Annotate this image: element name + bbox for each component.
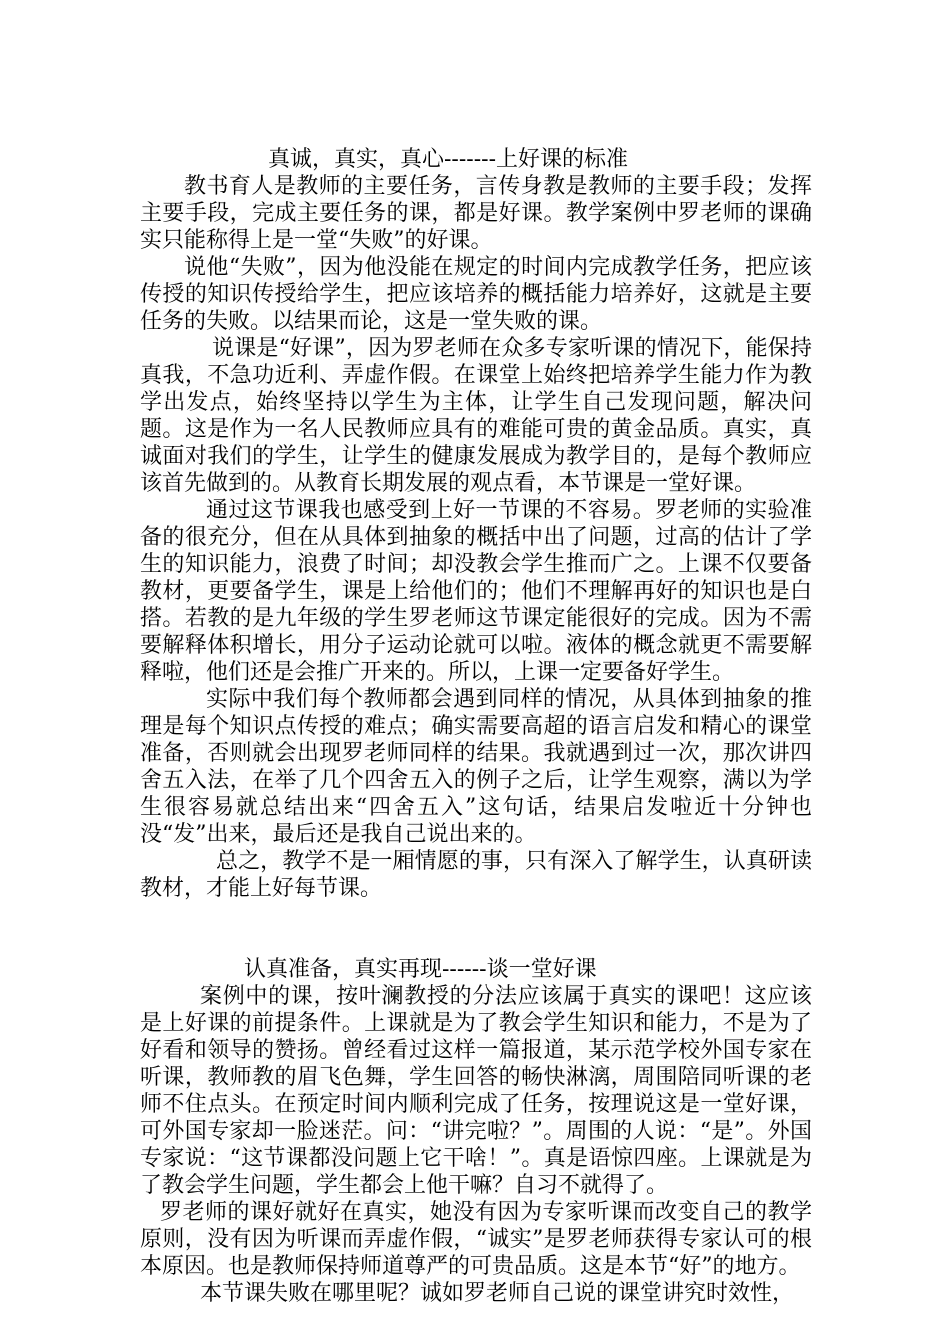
article-2-paragraph-1: 案例中的课，按叶澜教授的分法应该属于真实的课吧！这应该是上好课的前提条件。上课就是为了教会学生知识和能力，不是为了好看和领导的赞扬。曾经看过这样一篇报道，某示范学校外国专家在听课，教师教的眉飞色舞，学生回答的畅快淋漓，周围陪同听课的老师不住点头。在预定时间内顺利完成了任务，按理说这是一堂好课，可外国专家却一脸迷茫。问：“讲完啦？”。周围的人说：“是”。外国专家说：“这节课都没问题上它干啥！”。真是语惊四座。上课就是为了教会学生问题，学生都会上他干嘛？自习不就得了。 xyxy=(140,984,812,1198)
article-1-paragraph-1: 教书育人是教师的主要任务，言传身教是教师的主要手段；发挥主要手段，完成主要任务的课，都是好课。教学案例中罗老师的课确实只能称得上是一堂“失败”的好课。 xyxy=(140,174,812,253)
article-2-paragraph-2: 罗老师的课好就好在真实，她没有因为专家听课而改变自己的教学原则，没有因为听课而弄虚作假，“诚实”是罗老师获得专家认可的根本原因。也是教师保持师道尊严的可贵品质。这是本节“好”的地方。 xyxy=(140,1200,812,1279)
article-1-title: 真诚，真实，真心-------上好课的标准 xyxy=(268,147,629,172)
article-1-paragraph-3: 说课是“好课”，因为罗老师在众多专家听课的情况下，能保持真我，不急功近利、弄虚作假。在课堂上始终把培养学生能力作为教学出发点，始终坚持以学生为主体，让学生自己发现问题，解决问题。这是作为一名人民教师应具有的难能可贵的黄金品质。真实，真诚面对我们的学生，让学生的健康发展成为教学目的，是每个教师应该首先做到的。从教育长期发展的观点看，本节课是一堂好课。 xyxy=(140,336,812,496)
article-2-paragraph-3: 本节课失败在哪里呢？诚如罗老师自己说的课堂讲究时效性， xyxy=(200,1281,795,1306)
article-1-paragraph-4: 通过这节课我也感受到上好一节课的不容易。罗老师的实验准备的很充分，但在从具体到抽象的概括中出了问题，过高的估计了学生的知识能力，浪费了时间；却没教会学生推而广之。上课不仅要备教材，更要备学生，课是上给他们的；他们不理解再好的知识也是白搭。若教的是九年级的学生罗老师这节课定能很好的完成。因为不需要解释体积增长，用分子运动论就可以啦。液体的概念就更不需要解释啦，他们还是会推广开来的。所以，上课一定要备好学生。 xyxy=(140,498,812,685)
article-1-paragraph-5: 实际中我们每个教师都会遇到同样的情况，从具体到抽象的推理是每个知识点传授的难点；确实需要高超的语言启发和精心的课堂准备，否则就会出现罗老师同样的结果。我就遇到过一次，那次讲四舍五入法，在举了几个四舍五入的例子之后，让学生观察，满以为学生很容易就总结出来“四舍五入”这句话，结果启发啦近十分钟也没“发”出来，最后还是我自己说出来的。 xyxy=(140,687,812,847)
document-page xyxy=(140,146,812,1307)
section-spacer xyxy=(140,902,812,956)
article-1-paragraph-6: 总之，教学不是一厢情愿的事，只有深入了解学生，认真研读教材，才能上好每节课。 xyxy=(140,849,812,901)
article-2-title: 认真准备，真实再现------谈一堂好课 xyxy=(244,957,597,982)
article-1-paragraph-2: 说他“失败”，因为他没能在规定的时间内完成教学任务，把应该传授的知识传授给学生，把应该培养的概括能力培养好，这就是主要任务的失败。以结果而论，这是一堂失败的课。 xyxy=(140,255,812,334)
